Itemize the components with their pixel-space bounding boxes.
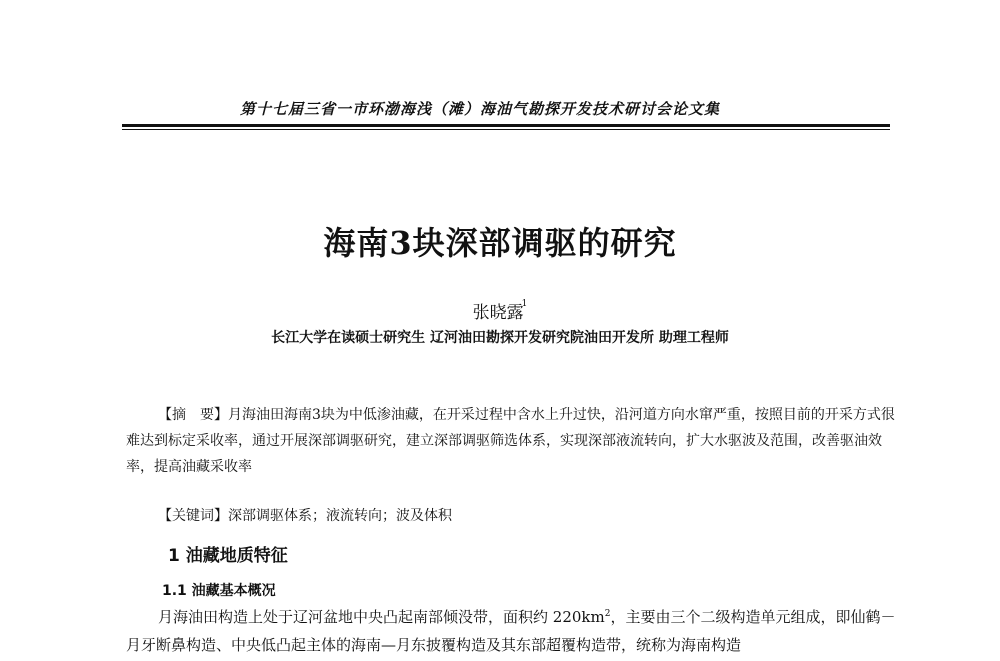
subsection-heading: 1.1 油藏基本概况 xyxy=(162,583,276,599)
area-unit-superscript: 2 xyxy=(604,609,611,619)
author-footnote-mark: 1 xyxy=(521,299,528,309)
author-name: 张晓露 xyxy=(472,303,524,323)
running-head: 第十七届三省一市环渤海浅（滩）海油气勘探开发技术研讨会论文集 xyxy=(240,100,721,118)
paper-title: 海南3块深部调驱的研究 xyxy=(323,224,677,262)
body-paragraph xyxy=(126,600,896,659)
author-line xyxy=(0,298,1000,323)
abstract-paragraph: 【摘 要】月海油田海南3块为中低渗油藏，在开采过程中含水上升过快，沿河道方向水窜严重，按照目前的开采方式很难达到标定采收率，通过开展深部调驱研究，建立深部调驱筛选体系，实现深部液流转向，扩大水驱波及范围，改善驱油效率，提高油藏采收率 xyxy=(126,407,895,475)
header-rule-thick xyxy=(122,124,890,127)
body-text-part1: 月海油田构造上处于辽河盆地中央凸起南部倾没带，面积约 220km xyxy=(158,608,605,626)
author-affiliation: 长江大学在读硕士研究生 辽河油田勘探开发研究院油田开发所 助理工程师 xyxy=(271,330,729,346)
body-text-part2: ，主要由三个二级构造单元组成，即仙鹤－月牙断鼻构造、中央低凸起主体的海南—月东披覆构造及其东部超覆构造带，统称为海南构造 xyxy=(126,608,896,654)
keywords-line: 【关键词】深部调驱体系；液流转向；波及体积 xyxy=(158,508,452,524)
section-heading: 1 油藏地质特征 xyxy=(168,546,288,566)
header-rule-thin xyxy=(122,129,890,130)
